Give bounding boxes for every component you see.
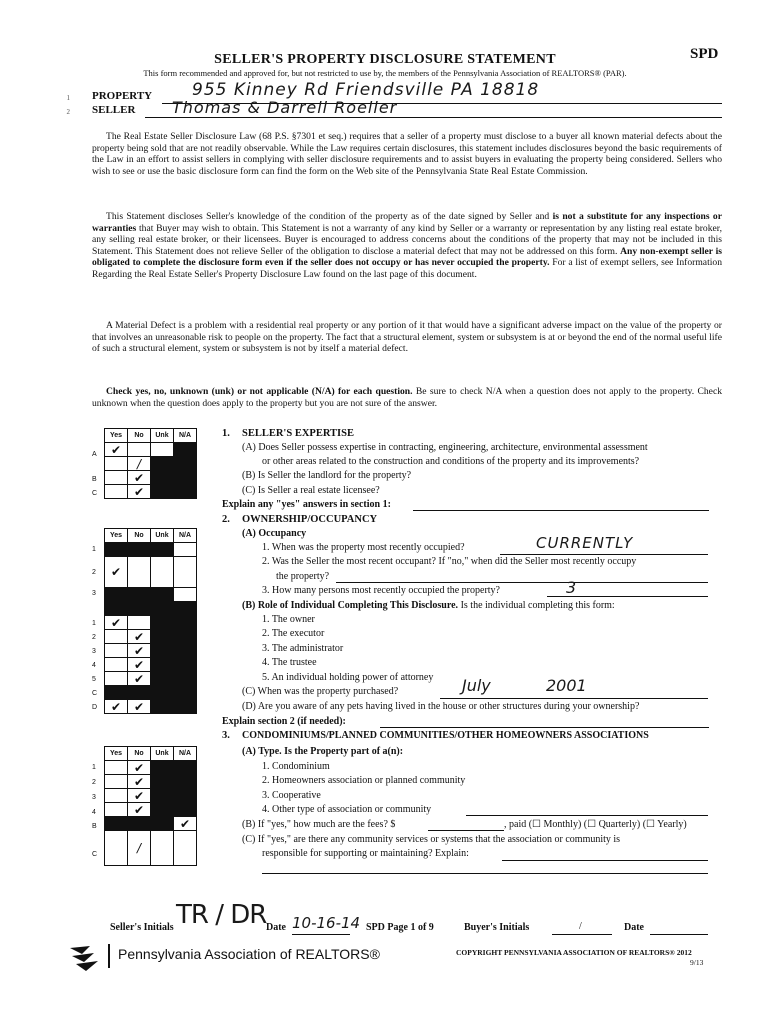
- s3c-no[interactable]: /: [128, 831, 151, 866]
- s3a1-no[interactable]: ✔: [128, 761, 151, 775]
- s3a2-no[interactable]: ✔: [128, 775, 151, 789]
- s2-question-b: (B) Role of Individual Completing This Disclosure. Is the individual completing this form:: [242, 600, 615, 611]
- seller-field[interactable]: Thomas & Darrell Roeller: [172, 98, 398, 117]
- row-label: 5: [92, 676, 96, 683]
- s3-fees-period[interactable]: , paid (☐ Monthly) (☐ Quarterly) (☐ Yearly): [504, 819, 687, 830]
- row-label: 2: [92, 779, 96, 786]
- row-label: C: [92, 490, 98, 497]
- s1c-yes[interactable]: [105, 485, 128, 499]
- section2-answer-grid: Yes No Unk N/A ✔ ✔ ✔ ✔ ✔ ✔ ✔ ✔: [104, 528, 197, 714]
- s2-question-a3: 3. How many persons most recently occupied the property?: [262, 585, 500, 596]
- realtor-flag-icon: [68, 944, 108, 974]
- buyer-date-field[interactable]: [650, 934, 708, 935]
- org-name: Pennsylvania Association of REALTORS®: [118, 946, 380, 962]
- s2d-no[interactable]: ✔: [128, 700, 151, 714]
- s1-question-a: (A) Does Seller possess expertise in contracting, engineering, architecture, environmental assessment: [242, 442, 648, 453]
- form-title: SELLER'S PROPERTY DISCLOSURE STATEMENT: [214, 52, 556, 67]
- s1-explain-field[interactable]: [413, 510, 709, 511]
- s2-question-a2: 2. Was the Seller the most recent occupant? If "no," when did the Seller most recently occupy: [262, 556, 637, 567]
- row-label: 1: [92, 764, 96, 771]
- row-label: 4: [92, 662, 96, 669]
- s2-c-year[interactable]: 2001: [546, 676, 587, 695]
- s2d-yes[interactable]: ✔: [105, 700, 128, 714]
- s2b1-yes[interactable]: ✔: [105, 616, 128, 630]
- s2-a1-answer[interactable]: CURRENTLY: [536, 534, 634, 552]
- row-label: D: [92, 704, 98, 711]
- line-number: 1: [66, 94, 70, 102]
- s2b4-no[interactable]: ✔: [128, 658, 151, 672]
- seller-label: SELLER: [92, 104, 136, 116]
- s1-question-c: (C) Is Seller a real estate licensee?: [242, 485, 380, 496]
- s1a-yes-cont: [105, 457, 128, 471]
- s2b2-no[interactable]: ✔: [128, 630, 151, 644]
- s1-explain-label: Explain any "yes" answers in section 1:: [222, 499, 391, 510]
- section1-answer-grid: Yes No Unk N/A ✔ / ✔ ✔: [104, 428, 197, 499]
- s3-question-c: (C) If "yes," are there any community services or systems that the association or community is: [242, 834, 621, 845]
- seller-underline: [145, 117, 722, 118]
- s2-a3-answer[interactable]: 3: [566, 578, 577, 597]
- property-label: PROPERTY: [92, 90, 153, 102]
- row-label: 1: [92, 546, 96, 553]
- section2-number: 2.: [222, 514, 230, 525]
- s1a-no-mark[interactable]: /: [128, 457, 151, 471]
- row-label: 2: [92, 634, 96, 641]
- s3-a1: 1. Condominium: [262, 761, 330, 772]
- s3-question-b: (B) If "yes," how much are the fees? $: [242, 819, 396, 830]
- buyer-initials-label: Buyer's Initials: [464, 922, 530, 933]
- date-label: Date: [266, 922, 286, 933]
- seller-initials-label: Seller's Initials: [110, 922, 174, 933]
- row-label: 3: [92, 648, 96, 655]
- row-label: 4: [92, 809, 96, 816]
- line-number: 2: [66, 108, 70, 116]
- s3-question-a: (A) Type. Is the Property part of a(n):: [242, 746, 404, 757]
- s3-fees-field[interactable]: [428, 830, 504, 831]
- s2a2-yes[interactable]: ✔: [105, 557, 128, 588]
- s2-b2: 2. The executor: [262, 628, 325, 639]
- s3b-na[interactable]: ✔: [174, 817, 197, 831]
- par-logo: [68, 944, 108, 979]
- s2-question-a: (A) Occupancy: [242, 528, 307, 539]
- section1-number: 1.: [222, 428, 230, 439]
- row-label: 2: [92, 569, 96, 576]
- section1-title: SELLER'S EXPERTISE: [242, 428, 354, 439]
- seller-date-field[interactable]: 10-16-14: [292, 914, 361, 932]
- s2-c-month[interactable]: July: [462, 676, 491, 695]
- s2b5-no[interactable]: ✔: [128, 672, 151, 686]
- row-label: 1: [92, 620, 96, 627]
- statement-paragraph: This Statement discloses Seller's knowledge of the condition of the property as of the date signed by Seller and is not a substitute for any inspections or warranties that Buyer may wish to obtain. This Statement is not a warranty of any kind by Seller or a warranty or representation by any listing real estate broker, any selling real estate broker, or their licensees. Buyer is encouraged to address concerns about the conditions of the property that may not be included in this Statement. This Statement does not relieve Seller of the obligation to disclose a material defect that may not be addressed on this form. Any non-exempt seller is obligated to complete the disclosure form even if the seller does not occupy or has never occupied the property. For a list of exempt sellers, see Information Regarding the Real Estate Seller's Property Disclosure Law found on the last page of this document.: [92, 211, 722, 280]
- row-label: A: [92, 451, 97, 458]
- buyer-initials-slash: /: [579, 921, 582, 932]
- s1b-no[interactable]: ✔: [128, 471, 151, 485]
- section3-title: CONDOMINIUMS/PLANNED COMMUNITIES/OTHER HOMEOWNERS ASSOCIATIONS: [242, 730, 649, 741]
- property-field[interactable]: 955 Kinney Rd Friendsville PA 18818: [192, 80, 540, 100]
- logo-divider: [108, 944, 110, 968]
- row-label: 3: [92, 590, 96, 597]
- seller-initials-field[interactable]: TR / DR: [176, 900, 267, 930]
- buyer-initials-field[interactable]: [552, 934, 612, 935]
- s3-a2: 2. Homeowners association or planned community: [262, 775, 466, 786]
- buyer-date-label: Date: [624, 922, 644, 933]
- s1a-no[interactable]: [128, 443, 151, 457]
- form-code: SPD: [690, 46, 719, 62]
- s2-explain-field[interactable]: [380, 727, 709, 728]
- s1a-yes[interactable]: ✔: [105, 443, 128, 457]
- copyright: COPYRIGHT PENNSYLVANIA ASSOCIATION OF REALTORS® 2012: [456, 948, 692, 957]
- version: 9/13: [690, 958, 704, 967]
- s2-b4: 4. The trustee: [262, 657, 317, 668]
- form-subtitle: This form recommended and approved for, but not restricted to use by, the members of the Pennsylvania Association of REALTORS® (PAR).: [143, 68, 627, 78]
- s2-b3: 3. The administrator: [262, 643, 344, 654]
- s1c-no[interactable]: ✔: [128, 485, 151, 499]
- s3a3-no[interactable]: ✔: [128, 789, 151, 803]
- s3-question-c-cont: responsible for supporting or maintaining? Explain:: [262, 848, 469, 859]
- s2-question-d: (D) Are you aware of any pets having lived in the house or other structures during your ownership?: [242, 701, 640, 712]
- row-label: C: [92, 690, 98, 697]
- s1-question-b: (B) Is Seller the landlord for the property?: [242, 470, 412, 481]
- row-label: B: [92, 476, 97, 483]
- s2-question-a2-cont: the property?: [276, 571, 330, 582]
- page-number: SPD Page 1 of 9: [366, 922, 434, 933]
- row-label: 3: [92, 794, 96, 801]
- intro-paragraph: The Real Estate Seller Disclosure Law (68 P.S. §7301 et seq.) requires that a seller of a property must disclose to a buyer all known material defects about the property being sold that are not readily observable. While the Law requires certain disclosures, this statement includes disclosures beyond the basic requirements of the Law in an effort to assist sellers in complying with seller disclosure requirements and to assist buyers in evaluating the property being considered. Sellers who wish to see or use the basic disclosure form can find the form on the Web site of the Pennsylvania State Real Estate Commission.: [92, 131, 722, 177]
- s1-question-a-cont: or other areas related to the construction and conditions of the property and its improvements?: [262, 456, 640, 467]
- s3-a3: 3. Cooperative: [262, 790, 321, 801]
- s3-a4: 4. Other type of association or community: [262, 804, 432, 815]
- material-defect-paragraph: A Material Defect is a problem with a residential real property or any portion of it that would have a significant adverse impact on the value of the property or that involves an unreasonable risk to people on the property. The fact that a structural element, system or subsystem is at or beyond the end of the normal useful life of such a structural element, system or subsystem is not by itself a material defect.: [92, 320, 722, 355]
- s1a-unk[interactable]: [151, 443, 174, 457]
- s2-b1: 1. The owner: [262, 614, 315, 625]
- section3-answer-grid: Yes No Unk N/A ✔ ✔ ✔ ✔ ✔ /: [104, 746, 197, 866]
- s1b-yes[interactable]: [105, 471, 128, 485]
- s2b3-no[interactable]: ✔: [128, 644, 151, 658]
- row-label: C: [92, 851, 98, 858]
- s2-question-c: (C) When was the property purchased?: [242, 686, 399, 697]
- s3a4-no[interactable]: ✔: [128, 803, 151, 817]
- s2-explain-label: Explain section 2 (if needed):: [222, 716, 346, 727]
- row-label: B: [92, 823, 97, 830]
- section3-number: 3.: [222, 730, 230, 741]
- section2-title: OWNERSHIP/OCCUPANCY: [242, 514, 378, 525]
- s2-b5: 5. An individual holding power of attorney: [262, 672, 434, 683]
- instructions-paragraph: Check yes, no, unknown (unk) or not applicable (N/A) for each question. Be sure to check N/A when a question does not apply to the property. Check unknown when the question does apply to the property but you are not sure of the answer.: [92, 386, 722, 409]
- s2-question-a1: 1. When was the property most recently occupied?: [262, 542, 465, 553]
